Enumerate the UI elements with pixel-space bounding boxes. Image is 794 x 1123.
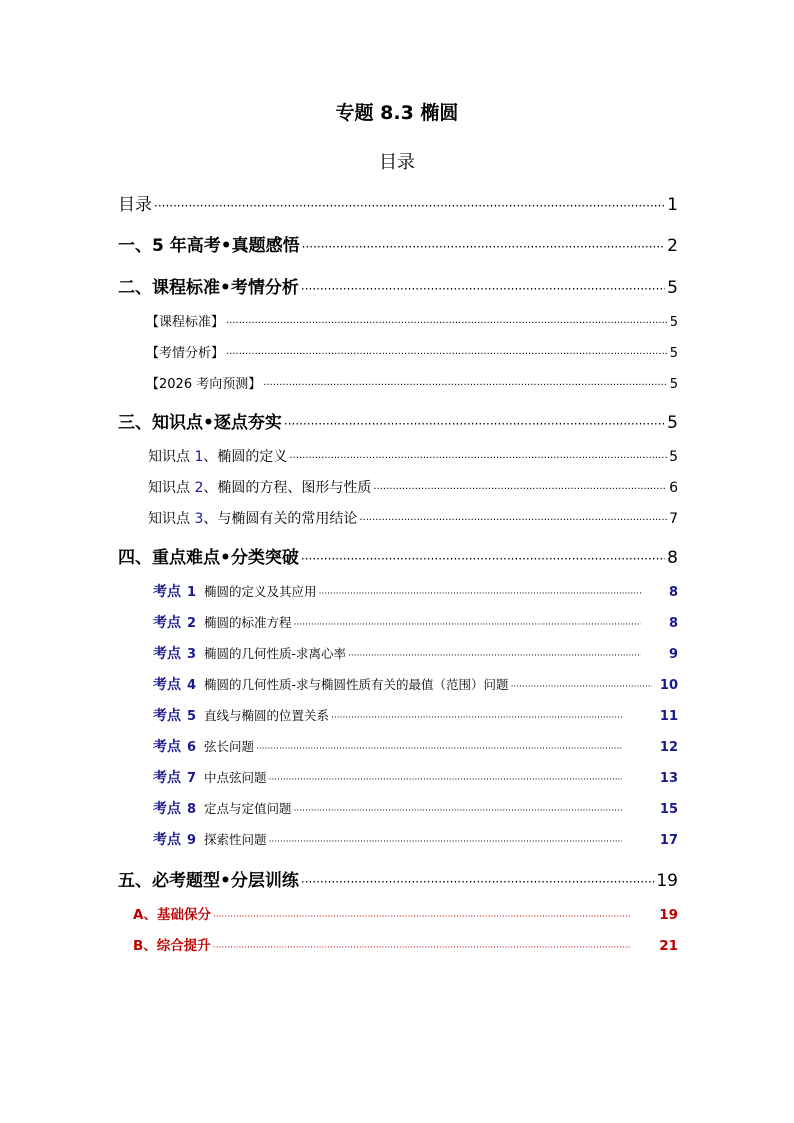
toc-entry-label: 目录 [118, 195, 152, 215]
dot-leader [319, 584, 641, 599]
toc-page-number: 10 [659, 678, 678, 693]
toc-entry-basic[interactable] [133, 903, 678, 923]
toc-entry-label: 考点 5 直线与椭圆的位置关系 [153, 708, 330, 724]
toc-page-number: 8 [668, 616, 678, 631]
dot-leader [301, 278, 665, 298]
dot-leader [301, 548, 665, 568]
toc-page-number: 5 [669, 315, 678, 330]
toc-entry-label: 三、知识点•逐点夯实 [118, 413, 282, 433]
dot-leader [213, 938, 631, 954]
toc-entry-kaodian-6[interactable] [153, 736, 678, 756]
toc-entry-knowledge-2[interactable] [148, 477, 678, 497]
toc-entry-exam-analysis[interactable] [146, 342, 678, 361]
toc-entry-label: A、基础保分 [133, 907, 211, 923]
toc-entry-kaodian-3[interactable] [153, 643, 678, 663]
toc-page-number: 5 [667, 278, 678, 298]
toc-page-number: 21 [659, 938, 678, 954]
document-title: 专题 8.3 椭圆 [335, 102, 459, 124]
toc-entry-label: B、综合提升 [133, 938, 211, 954]
toc-page-number: 19 [656, 871, 678, 891]
toc-page-number: 9 [668, 647, 678, 662]
toc-entry-label: 五、必考题型•分层训练 [118, 871, 299, 891]
toc-page-number: 17 [659, 833, 678, 848]
toc-page-number: 5 [667, 413, 678, 433]
toc-entry-kaodian-8[interactable] [153, 798, 678, 818]
dot-leader [289, 449, 667, 465]
dot-leader [269, 832, 622, 847]
dot-leader [226, 315, 668, 330]
toc-entry-kaodian-4[interactable] [153, 674, 678, 694]
toc-entry-knowledge-1[interactable] [148, 446, 678, 466]
toc-entry-section-3[interactable] [118, 408, 678, 433]
toc-page-number: 8 [668, 585, 678, 600]
dot-leader [302, 236, 666, 256]
toc-page-number: 2 [667, 236, 678, 256]
dot-leader [226, 346, 668, 361]
toc-entry-advanced[interactable] [133, 934, 678, 954]
toc-entry-kaodian-1[interactable] [153, 581, 678, 601]
toc-entry-label: 考点 1 椭圆的定义及其应用 [153, 584, 317, 600]
toc-page-number: 1 [667, 195, 678, 215]
dot-leader [301, 871, 654, 891]
toc-entry-label: 二、课程标准•考情分析 [118, 278, 299, 298]
dot-leader [331, 708, 624, 723]
toc-entry-course-standard[interactable] [146, 311, 678, 330]
dot-leader [294, 801, 622, 816]
toc-page-number: 12 [659, 740, 678, 755]
toc-entry-label: 考点 2 椭圆的标准方程 [153, 615, 292, 631]
dot-leader [256, 739, 622, 754]
toc-entry-label: 知识点 2、椭圆的方程、图形与性质 [148, 480, 372, 496]
toc-entry-label: 【考情分析】 [146, 346, 225, 361]
toc-entry-label: 知识点 3、与椭圆有关的常用结论 [148, 511, 358, 527]
dot-leader [269, 770, 622, 785]
toc-heading: 目录 [379, 152, 415, 173]
toc-entry-kaodian-9[interactable] [153, 829, 678, 849]
toc-page-number: 11 [659, 709, 678, 724]
toc-entry-label: 考点 3 椭圆的几何性质-求离心率 [153, 646, 347, 662]
toc-entry-mulu[interactable] [118, 190, 678, 215]
dot-leader [263, 377, 668, 392]
toc-page-number: 5 [669, 449, 678, 465]
toc-entry-section-1[interactable] [118, 231, 678, 256]
toc-entry-kaodian-7[interactable] [153, 767, 678, 787]
toc-page-number: 7 [669, 511, 678, 527]
toc-page-number: 5 [669, 377, 678, 392]
toc-entry-kaodian-5[interactable] [153, 705, 678, 725]
toc-page-number: 13 [659, 771, 678, 786]
toc-page-number: 15 [659, 802, 678, 817]
toc-page-number: 19 [659, 907, 678, 923]
toc-entry-section-2[interactable] [118, 273, 678, 298]
toc-entry-label: 考点 6 弦长问题 [153, 739, 255, 755]
toc-entry-knowledge-3[interactable] [148, 508, 678, 528]
dot-leader [294, 615, 641, 630]
toc-entry-label: 一、5 年高考•真题感悟 [118, 236, 300, 256]
toc-entry-label: 四、重点难点•分类突破 [118, 548, 299, 568]
toc-entry-label: 考点 4 椭圆的几何性质-求与椭圆性质有关的最值（范围）问题 [153, 677, 509, 693]
toc-entry-forecast[interactable] [146, 373, 678, 392]
toc-entry-kaodian-2[interactable] [153, 612, 678, 632]
toc-entry-section-4[interactable] [118, 543, 678, 568]
toc-page-number: 5 [669, 346, 678, 361]
toc-entry-label: 知识点 1、椭圆的定义 [148, 449, 288, 465]
dot-leader [373, 480, 667, 496]
dot-leader [511, 677, 652, 692]
dot-leader [213, 907, 631, 923]
toc-entry-label: 考点 8 定点与定值问题 [153, 801, 292, 817]
toc-entry-label: 考点 7 中点弦问题 [153, 770, 267, 786]
toc-entry-label: 考点 9 探索性问题 [153, 832, 267, 848]
toc-entry-label: 【课程标准】 [146, 315, 225, 330]
toc-entry-section-5[interactable] [118, 866, 678, 891]
dot-leader [359, 511, 667, 527]
toc-entry-label: 【2026 考向预测】 [146, 377, 262, 392]
toc-page-number: 6 [669, 480, 678, 496]
toc-page-number: 8 [667, 548, 678, 568]
dot-leader [154, 195, 665, 215]
dot-leader [348, 646, 641, 661]
dot-leader [284, 413, 665, 433]
